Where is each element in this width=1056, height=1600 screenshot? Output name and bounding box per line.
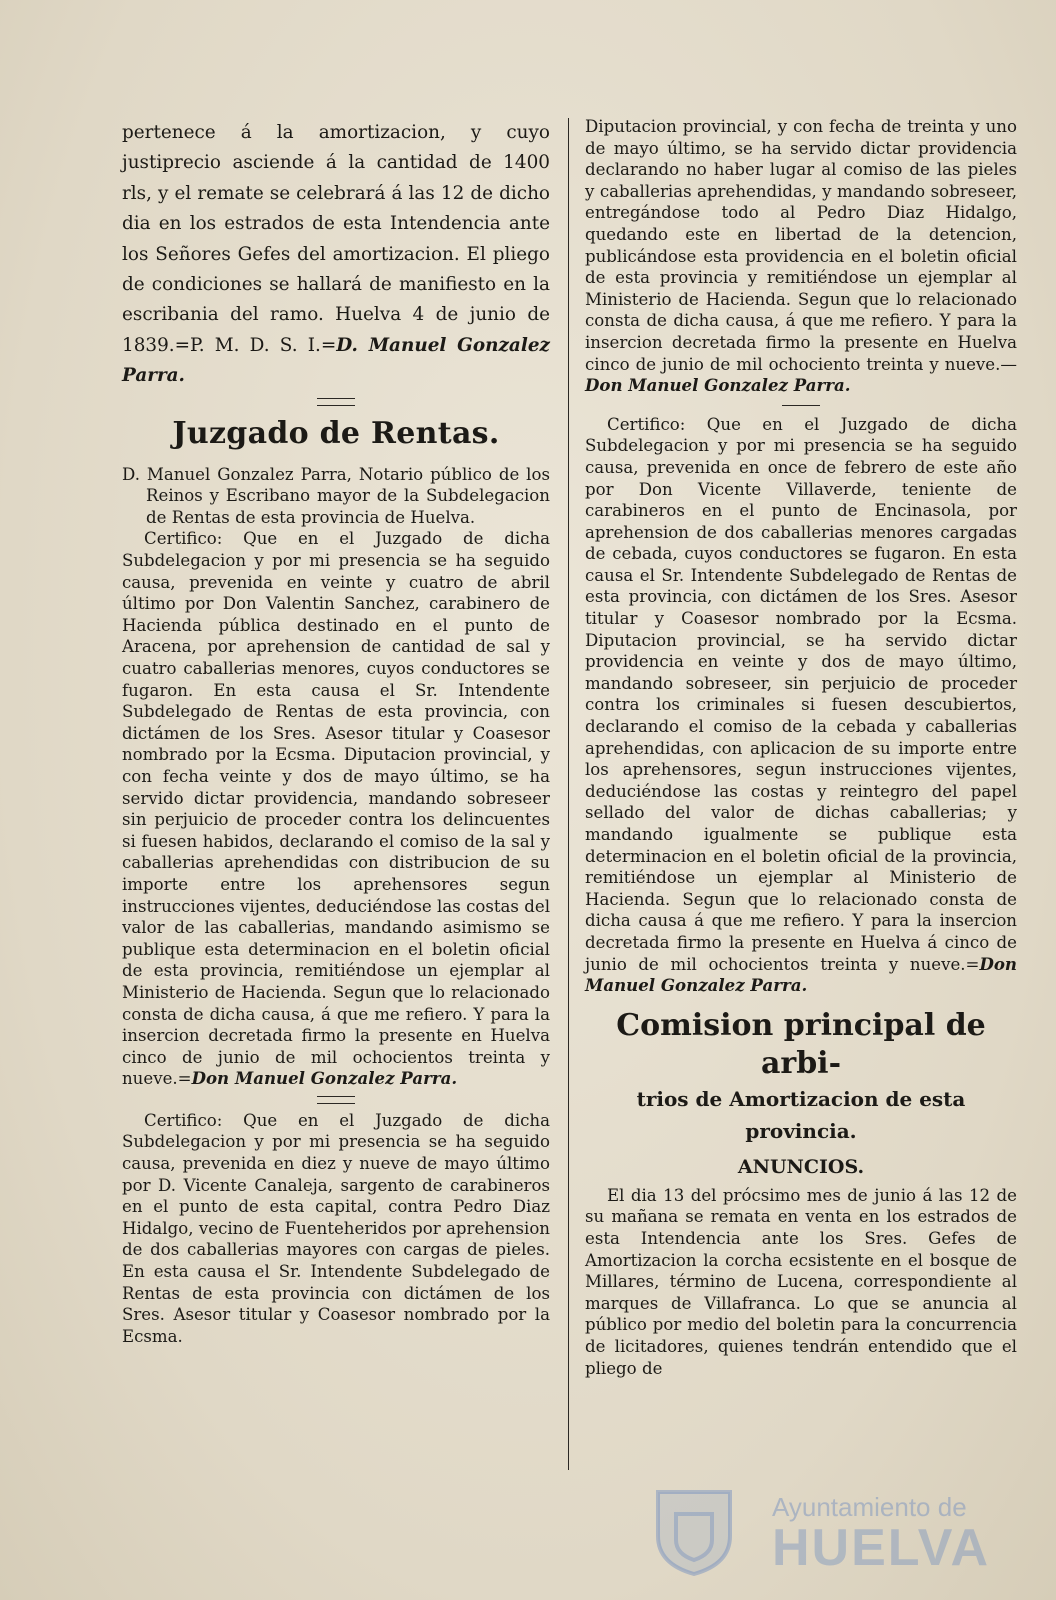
certificate-2-signature: Don Manuel Gonzalez Parra.	[585, 375, 851, 396]
watermark-line-1: Ayuntamiento de	[772, 1492, 967, 1522]
comision-subtitle: trios de Amortizacion de esta provincia.	[636, 1086, 966, 1143]
left-column	[122, 118, 550, 1347]
single-rule	[782, 405, 820, 406]
watermark-line-2: HUELVA	[772, 1519, 991, 1577]
anuncio-text: El dia 13 del prócsimo mes de junio á las 12 de su mañana se remata en venta en los estrados de esta Intendencia ante los Sres. Gefes de Amortizacion la corcha ecsistente en el bosque de Millares, término de Lucena, correspondiente al marques de Villafranca. Lo que se anuncia al público por medio del boletin para la concurrencia de licitadores, quienes tendrán entendido que el pliego de	[585, 1185, 1017, 1378]
certificate-2-continued: Diputacion provincial, y con fecha de treinta y uno de mayo último, se ha servido dictar providencia declarando no haber lugar al comiso de las pieles y caballerias aprehendidas, y mandando sobreseer, entregándose todo al Pedro Diaz Hidalgo, quedando este en libertad de la detencion, publicándose esta providencia en el boletin oficial de esta provincia y remitiéndose un ejemplar al Ministerio de Hacienda. Segun que lo relacionado consta de dicha causa, á que me refiero. Y para la insercion decretada firmo la presente en Huelva cinco de junio de mil ochociento treinta y nueve.—Don Manuel Gonzalez Parra.	[585, 117, 1017, 396]
double-rule	[317, 398, 355, 406]
certificate-1-signature: Don Manuel Gonzalez Parra.	[191, 1068, 458, 1089]
certificate-3-signature: Don Manuel Gonzalez Parra.	[585, 953, 1017, 996]
right-column	[585, 116, 1017, 1379]
ayuntamiento-watermark	[640, 1480, 1000, 1580]
comision-title: Comision principal de arbi-	[616, 1007, 986, 1081]
top-paragraph: pertenece á la amortizacion, y cuyo justiprecio asciende á la cantidad de 1400 rls, y el remate se celebrará á las 12 de dicho dia en los estrados de esta Intendencia ante los Señores Gefes del amortizacion. El pliego de condiciones se hallará de manifiesto en la escribania del ramo. Huelva 4 de junio de 1839.=P. M. D. S. I.=D. Manuel Gonzalez Parra.	[122, 122, 550, 387]
huelva-shield-icon	[648, 1484, 740, 1576]
top-signature: D. Manuel Gonzalez Parra.	[122, 334, 550, 387]
column-divider	[568, 118, 569, 1470]
anuncios-heading: ANUNCIOS.	[737, 1155, 865, 1178]
double-rule	[317, 1096, 355, 1104]
certificate-1: Certifico: Que en el Juzgado de dicha Subdelegacion y por mi presencia se ha seguido causa, prevenida en veinte y cuatro de abril último por Don Valentin Sanchez, carabinero de Hacienda pública destinado en el punto de Aracena, por aprehension de cantidad de sal y cuatro caballerias menores, cuyos conductores se fugaron. En esta causa el Sr. Intendente Subdelegado de Rentas de esta provincia, con dictámen de los Sres. Asesor titular y Coasesor nombrado por la Ecsma. Diputacion provincial, y con fecha veinte y dos de mayo último, se ha servido dictar providencia, mandando sobreseer sin perjuicio de proceder contra los delincuentes si fuesen habidos, declarando el comiso de la sal y caballerias aprehendidas con distribucion de su importe entre los aprehensores segun instrucciones vijentes, deduciéndose las costas del valor de las caballerias, mandando asimismo se publique esta determinacion en el boletin oficial de esta provincia, remitiéndose un ejemplar al Ministerio de Hacienda. Segun que lo relacionado consta de dicha causa, á que me refiero. Y para la insercion decretada firmo la presente en Huelva cinco de junio de mil ochocientos treinta y nueve.=Don Manuel Gonzalez Parra.	[122, 529, 550, 1089]
certificate-2: Certifico: Que en el Juzgado de dicha Subdelegacion y por mi presencia se ha seguido causa, prevenida en diez y nueve de mayo último por D. Vicente Canaleja, sargento de carabineros en el punto de esta capital, contra Pedro Diaz Hidalgo, vecino de Fuenteheridos por aprehension de dos caballerias mayores con cargas de pieles. En esta causa el Sr. Intendente Subdelegado de Rentas de esta provincia con dictámen de los Sres. Asesor titular y Coasesor nombrado por la Ecsma.	[122, 1110, 550, 1346]
section-title-juzgado: Juzgado de Rentas.	[172, 415, 500, 451]
notary-header: D. Manuel Gonzalez Parra, Notario público de los Reinos y Escribano mayor de la Subdelegacion de Rentas de esta provincia de Huelva.	[122, 464, 550, 527]
certificate-3: Certifico: Que en el Juzgado de dicha Subdelegacion y por mi presencia se ha seguido causa, prevenida en once de febrero de este año por Don Vicente Villaverde, teniente de carabineros en el punto de Encinasola, por aprehension de dos caballerias menores cargadas de cebada, cuyos conductores se fugaron. En esta causa el Sr. Intendente Subdelegado de Rentas de esta provincia, con dictámen de los Sres. Asesor titular y Coasesor nombrado por la Ecsma. Diputacion provincial, se ha servido dictar providencia en veinte y dos de mayo último, mandando sobreseer, sin perjuicio de proceder contra los criminales si fuesen descubiertos, declarando el comiso de la cebada y caballerias aprehendidas, con aplicacion de su importe entre los aprehensores, segun instrucciones vijentes, deduciéndose las costas y reintegro del papel sellado del valor de dichas caballerias; y mandando igualmente se publique esta determinacion en el boletin oficial de la provincia, remitiéndose un ejemplar al Ministerio de Hacienda. Segun que lo relacionado consta de dicha causa á que me refiero. Y para la insercion decretada firmo la presente en Huelva á cinco de junio de mil ochocientos treinta y nueve.=Don Manuel Gonzalez Parra.	[585, 414, 1017, 996]
